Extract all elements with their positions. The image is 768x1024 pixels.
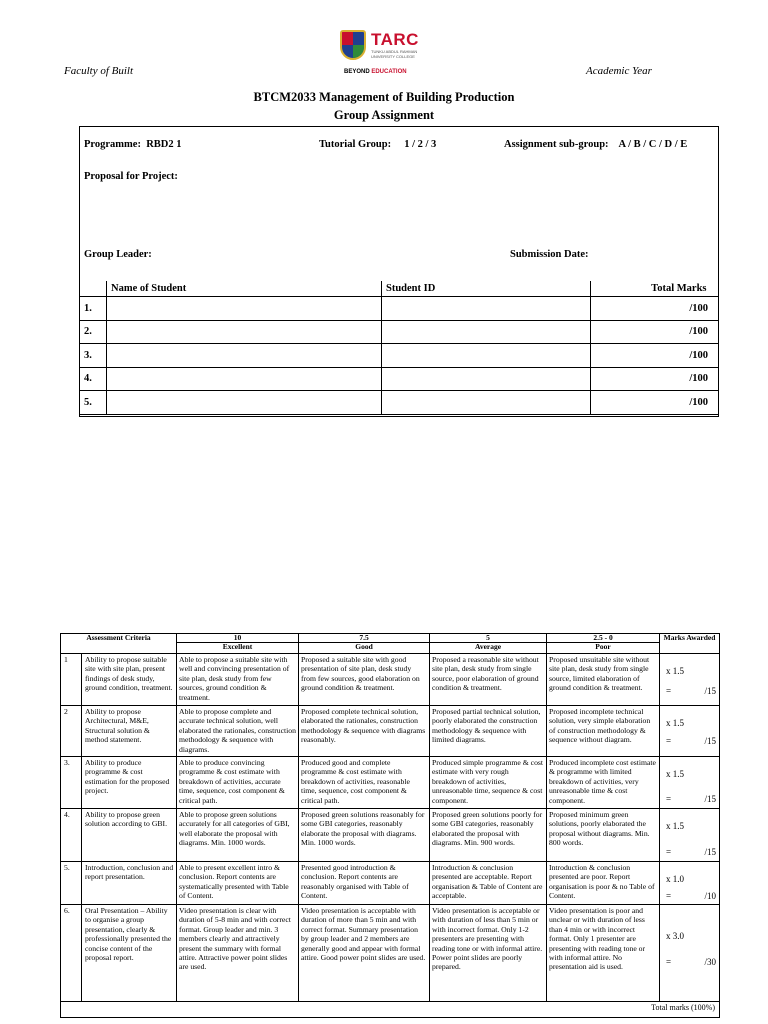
table-row: 4. Ability to propose green solution according to GBI. Able to propose green solutions accurately for all categories of GBI, well elaborate the proposal with diagrams. Min. 1000 words. Proposed green solutions reasonably for some GBI categories, reasonably elaborate the proposal with diagrams. Min. 1000 words. Proposed green solutions poorly for some GBI categories, reasonably elaborated the proposal with diagrams. Min. 900 words. Proposed minimum green solutions, poorly elaborated the proposal without diagrams. Min. 800 words. x 1.5 = /15 — [61, 809, 720, 862]
faculty-label: Faculty of Built — [64, 65, 134, 77]
col-total-marks: Total Marks — [591, 281, 719, 297]
proposal-label: Proposal for Project: — [84, 171, 178, 182]
academic-year-label: Academic Year — [586, 65, 652, 77]
table-row: 4. /100 — [80, 367, 719, 391]
table-row: 5. /100 — [80, 391, 719, 415]
student-name-cell[interactable] — [107, 344, 382, 368]
total-marks-label: Total marks (100%) — [61, 1002, 720, 1018]
student-table — [79, 281, 719, 415]
crest-icon — [340, 30, 366, 60]
assignment-title: Group Assignment — [333, 108, 435, 122]
logo-brand: TARC — [371, 30, 419, 49]
tutorial-group-field: Tutorial Group: 1 / 2 / 3 — [319, 139, 437, 150]
col-average: 5 Average — [430, 634, 547, 654]
programme-field: Programme: RBD2 1 — [84, 139, 182, 150]
student-name-cell[interactable] — [107, 320, 382, 344]
assessment-rubric-table — [60, 633, 720, 1018]
student-name-cell[interactable] — [107, 367, 382, 391]
submission-date-label: Submission Date: — [510, 249, 589, 260]
col-name-of-student: Name of Student — [107, 281, 382, 297]
tarc-logo — [340, 30, 430, 80]
student-id-cell[interactable] — [382, 320, 591, 344]
col-poor: 2.5 - 0 Poor — [547, 634, 660, 654]
marks-cell[interactable]: x 1.5 = /15 — [660, 706, 720, 757]
total-row — [61, 1002, 720, 1018]
student-name-cell[interactable] — [107, 391, 382, 415]
marks-cell[interactable]: x 1.5 = /15 — [660, 757, 720, 809]
student-id-cell[interactable] — [382, 344, 591, 368]
table-row: 6. Oral Presentation – Ability to organise a group presentation, clearly & professionally presented the concise content of the proposal report. Video presentation is clear with duration of 5-8 min and with correct format. Group leader and min. 3 members clearly and attractively present the summary with formal attire. Attractive power point slides are used. Video presentation is acceptable with duration of more than 5 min and with correct format. Summary presentation by group leader and 2 members are generally good and appear with formal attire. Good power point slides are used. Video presentation is acceptable or with duration of less than 5 min or with incorrect format. Only 1-2 presenters are presenting with reading tone or with informal attire. Power point slides are poorly prepared. Video presentation is poor and unclear or with duration of less than 4 min or with incorrect format. Only 1 presenter are presenting with reading tone or with informal attire. No presentation aid is used. x 3.0 = /30 — [61, 905, 720, 1002]
marks-cell[interactable]: x 1.0 = /10 — [660, 862, 720, 905]
logo-tagline: BEYOND EDUCATION — [344, 69, 407, 75]
student-id-cell[interactable] — [382, 391, 591, 415]
col-excellent: 10 Excellent — [177, 634, 299, 654]
col-student-id: Student ID — [382, 281, 591, 297]
col-marks-awarded: Marks Awarded — [660, 634, 720, 654]
table-row: 5. Introduction, conclusion and report presentation. Able to present excellent intro & conclusion. Report contents are systematically presented with Table of Content. Presented good introduction & conclusion. Report contents are reasonably organised with Table of Content. Introduction & conclusion presented are acceptable. Report organisation & Table of Content are acceptable. Introduction & conclusion presented are poor. Report organisation is poor & no Table of Content. x 1.0 = /10 — [61, 862, 720, 905]
table-row: 3. /100 — [80, 344, 719, 368]
table-row: 1 Ability to propose suitable site with site plan, present findings of desk study, ground condition, treatment. Able to propose a suitable site with well and convincing presentation of site plan, desk study from few sources, ground condition & treatment. Proposed a suitable site with good presentation of site plan, desk study from few sources, good elaboration on ground condition & treatment. Proposed a reasonable site without site plan, desk study from single source, poor elaboration of ground condition & treatment. Proposed unsuitable site without site plan, desk study from single source, limited elaboration of ground condition & treatment. x 1.5 = /15 — [61, 654, 720, 706]
student-id-cell[interactable] — [382, 367, 591, 391]
logo-subtitle: TUNKU ABDUL RAHMAN UNIVERSITY COLLEGE — [371, 49, 418, 59]
table-row: 2 Ability to propose Architectural, M&E, Structural solution & method statement. Able to propose complete and accurate technical solution, well elaborated the rationales, construction methodology & sequence with diagrams. Proposed complete technical solution, elaborated the rationales, construction methodology & sequence with diagrams reasonably. Proposed partial technical solution, poorly elaborated the construction methodology & sequence with limited diagrams. Proposed incomplete technical solution, very simple elaboration of construction methodology & sequence without diagram. x 1.5 = /15 — [61, 706, 720, 757]
subgroup-field: Assignment sub-group: A / B / C / D / E — [504, 139, 688, 150]
group-leader-label: Group Leader: — [84, 249, 152, 260]
table-row: 1. /100 — [80, 297, 719, 321]
marks-cell[interactable]: x 1.5 = /15 — [660, 654, 720, 706]
student-id-cell[interactable] — [382, 297, 591, 321]
course-title: BTCM2033 Management of Building Production — [253, 90, 515, 104]
marks-cell[interactable]: x 1.5 = /15 — [660, 809, 720, 862]
col-good: 7.5 Good — [299, 634, 430, 654]
table-row: 2. /100 — [80, 320, 719, 344]
table-row: 3. Ability to produce programme & cost estimation for the proposed project. Able to produce convincing programme & cost estimate with breakdown of activities, accurate time, sequence, cost component & critical path. Produced good and complete programme & cost estimate with breakdown of activities, reasonable time, sequence, cost component & critical path. Produced simple programme & cost estimate with very rough breakdown of activities, unreasonable time, sequence & cost component. Produced incomplete cost estimate & programme with limited breakdown of activities, very unreasonable time & cost component. x 1.5 = /15 — [61, 757, 720, 809]
col-assessment-criteria: Assessment Criteria — [61, 634, 177, 654]
marks-cell[interactable]: x 3.0 = /30 — [660, 905, 720, 1002]
student-name-cell[interactable] — [107, 297, 382, 321]
